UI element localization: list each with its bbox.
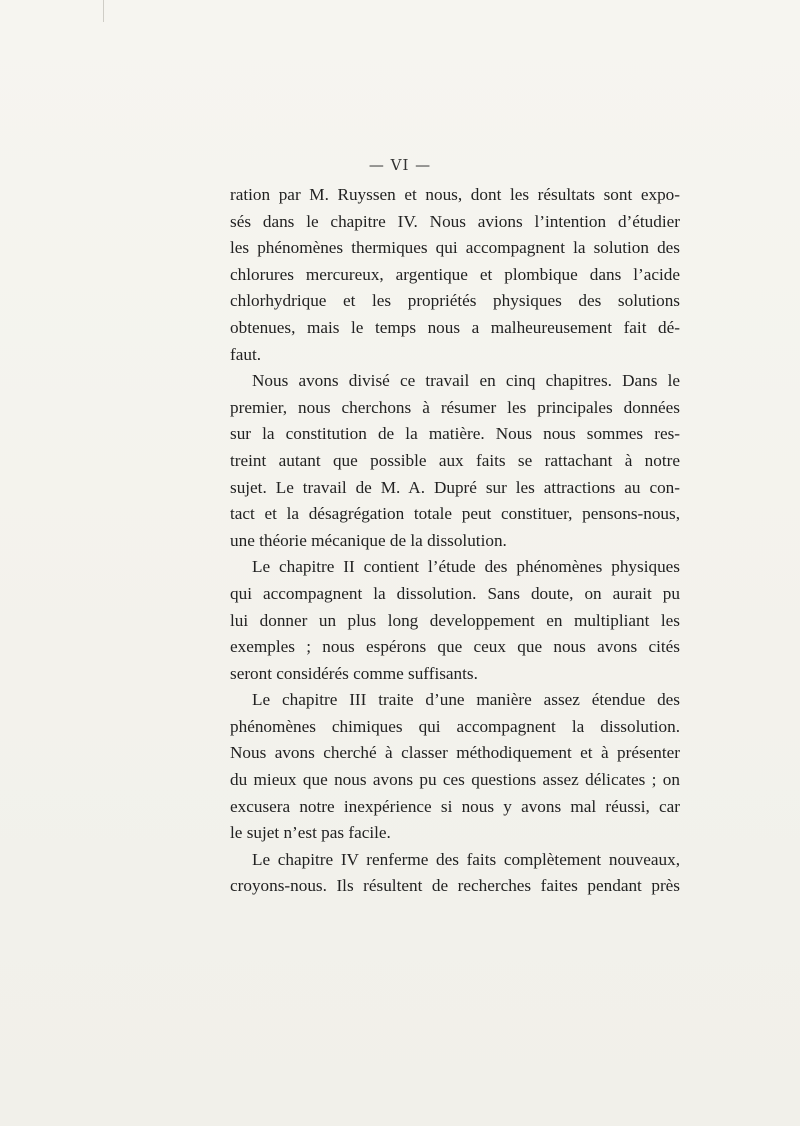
text-line: Nous avons divisé ce travail en cinq chapitres. Dans le <box>252 371 680 391</box>
text-line: chlorures mercureux, argentique et plombique dans l’acide <box>230 264 680 284</box>
text-line: qui accompagnent la dissolution. Sans doute, on aurait pu <box>230 583 680 603</box>
text-line: excusera notre inexpérience si nous y avons mal réussi, car <box>230 796 680 816</box>
body-text <box>230 182 680 900</box>
text-line: sés dans le chapitre IV. Nous avions l’intention d’étudier <box>230 211 680 231</box>
text-line: exemples ; nous espérons que ceux que nous avons cités <box>230 637 680 657</box>
text-line: chlorhydrique et les propriétés physiques des solutions <box>230 291 680 311</box>
text-line: faut. <box>230 344 262 364</box>
running-head-page-number: — VI — <box>368 156 432 174</box>
text-line: croyons-nous. Ils résultent de recherches faites pendant près <box>230 876 680 896</box>
text-line: Le chapitre III traite d’une manière assez étendue des <box>252 690 680 710</box>
text-line: sujet. Le travail de M. A. Dupré sur les attractions au con- <box>230 477 680 497</box>
text-line: Nous avons cherché à classer méthodiquement et à présenter <box>230 743 680 763</box>
text-line: le sujet n’est pas facile. <box>230 823 391 843</box>
text-line: obtenues, mais le temps nous a malheureusement fait dé- <box>230 317 680 337</box>
text-line: Le chapitre II contient l’étude des phénomènes physiques <box>252 557 680 577</box>
page-crease-mark <box>103 0 104 22</box>
text-line: premier, nous cherchons à résumer les principales données <box>230 397 680 417</box>
text-line: les phénomènes thermiques qui accompagnent la solution des <box>230 238 680 258</box>
text-line: tact et la désagrégation totale peut constituer, pensons-nous, <box>230 504 680 524</box>
text-line: phénomènes chimiques qui accompagnent la dissolution. <box>230 716 680 736</box>
text-line: sur la constitution de la matière. Nous nous sommes res- <box>230 424 680 444</box>
text-line: du mieux que nous avons pu ces questions assez délicates ; on <box>230 770 680 790</box>
text-line: lui donner un plus long developpement en multipliant les <box>230 610 680 630</box>
text-line: treint autant que possible aux faits se rattachant à notre <box>230 450 680 470</box>
text-line: Le chapitre IV renferme des faits complètement nouveaux, <box>252 849 680 869</box>
text-line: seront considérés comme suffisants. <box>230 663 478 683</box>
text-line: ration par M. Ruyssen et nous, dont les résultats sont expo- <box>230 185 680 204</box>
text-line: une théorie mécanique de la dissolution. <box>230 530 507 550</box>
